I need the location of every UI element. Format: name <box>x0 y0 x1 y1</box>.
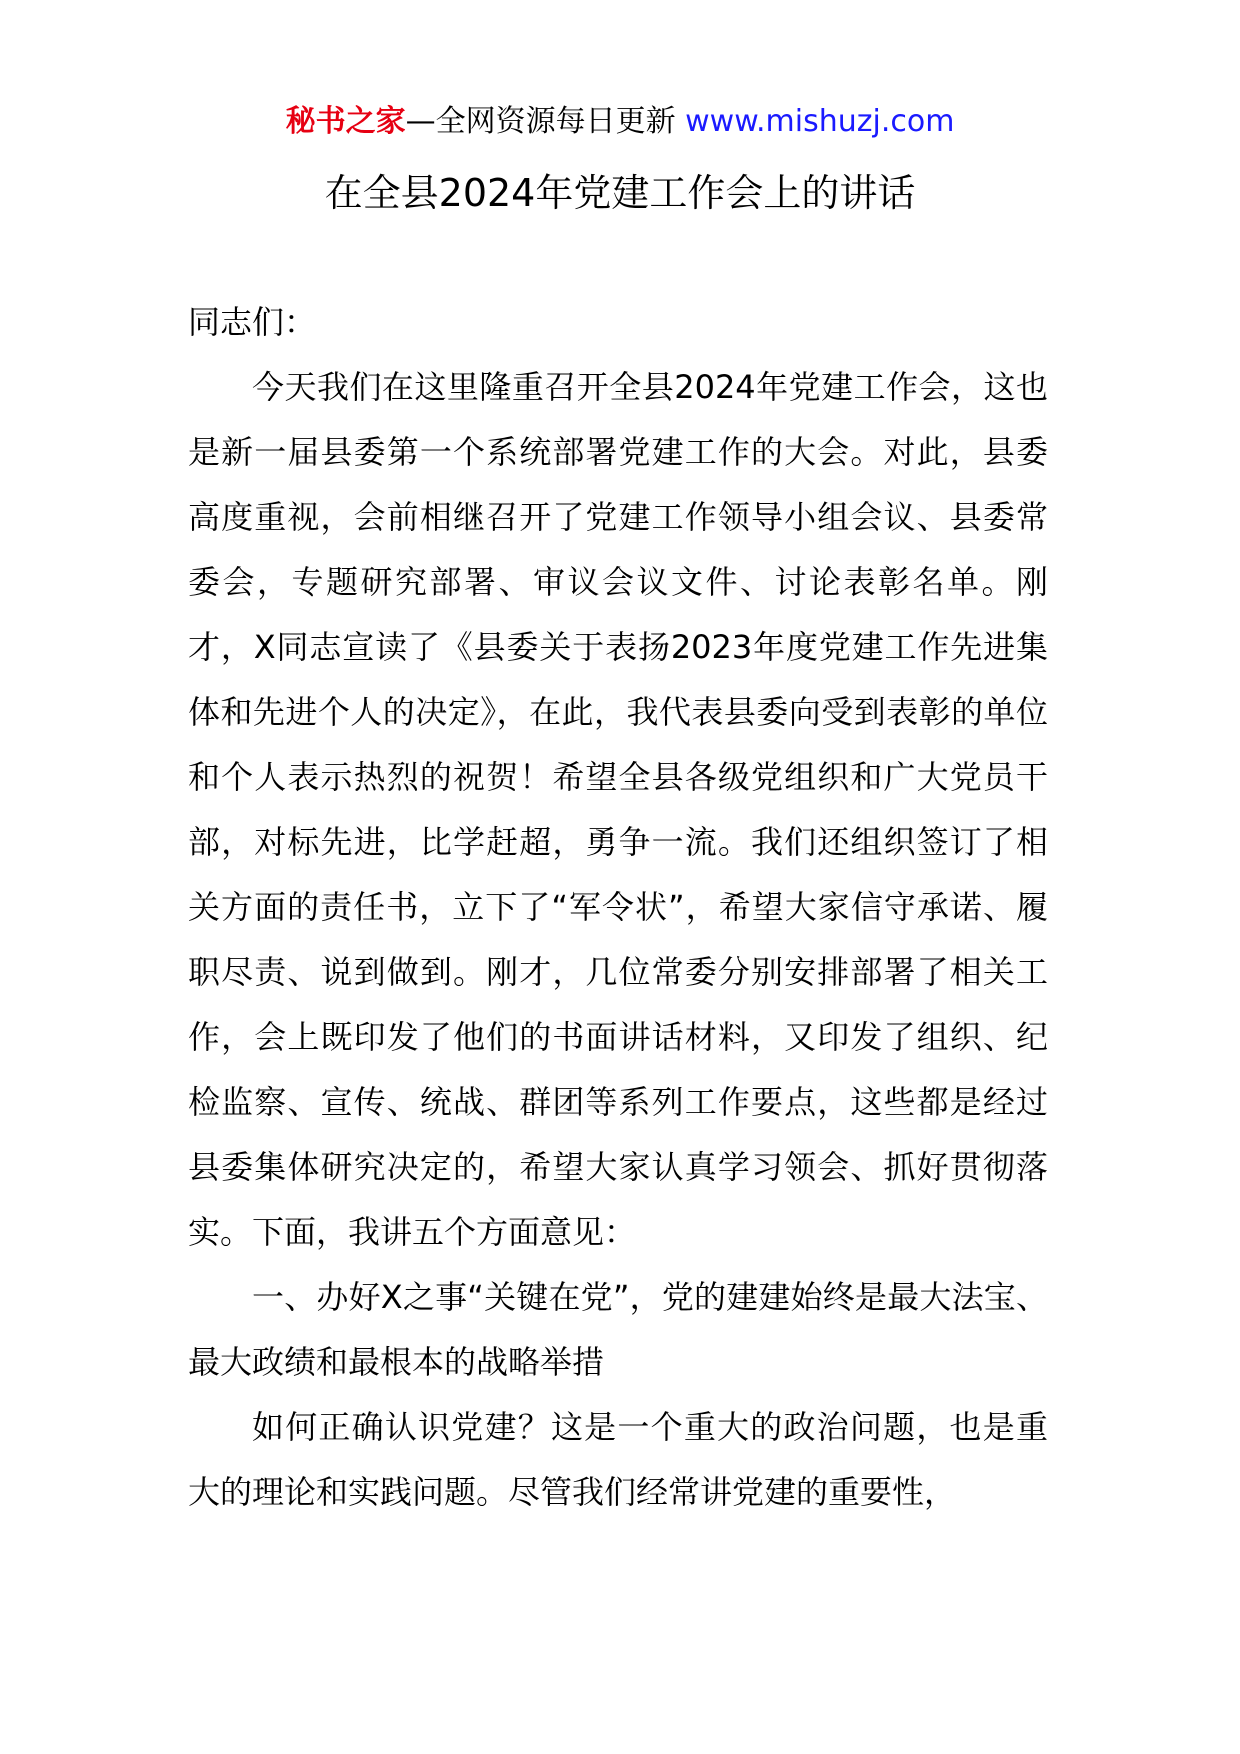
section-heading-1: 一、办好X之事“关键在党”，党的建建始终是最大法宝、最大政绩和最根本的战略举措 <box>188 1278 1048 1381</box>
site-brand: 秘书之家 <box>285 104 406 139</box>
opening-paragraph: 今天我们在这里隆重召开全县2024年党建工作会，这也是新一届县委第一个系统部署党建工作的大会。对此，县委高度重视，会前相继召开了党建工作领导小组会议、县委常委会，专题研究部署、审议会议文件、讨论表彰名单。刚才，X同志宣读了《县委关于表扬2023年度党建工作先进集体和先进个人的决定》，在此，我代表县委向受到表彰的单位和个人表示热烈的祝贺！希望全县各级党组织和广大党员干部，对标先进，比学赶超，勇争一流。我们还组织签订了相关方面的责任书，立下了“军令状”，希望大家信守承诺、履职尽责、说到做到。刚才，几位常委分别安排部署了相关工作，会上既印发了他们的书面讲话材料，又印发了组织、纪检监察、宣传、统战、群团等系列工作要点，这些都是经过县委集体研究决定的，希望大家认真学习领会、抓好贯彻落实。下面，我讲五个方面意见： <box>188 368 1048 1251</box>
salutation: 同志们： <box>188 303 317 341</box>
site-slogan: —全网资源每日更新 <box>405 104 686 139</box>
document-title: 在全县2024年党建工作会上的讲话 <box>324 171 916 215</box>
document-body <box>188 290 1048 1525</box>
site-url-link[interactable]: www.mishuzj.com <box>685 104 955 139</box>
section-1-paragraph: 如何正确认识党建？这是一个重大的政治问题，也是重大的理论和实践问题。尽管我们经常讲党建的重要性， <box>188 1408 1048 1511</box>
site-header <box>0 100 1240 144</box>
